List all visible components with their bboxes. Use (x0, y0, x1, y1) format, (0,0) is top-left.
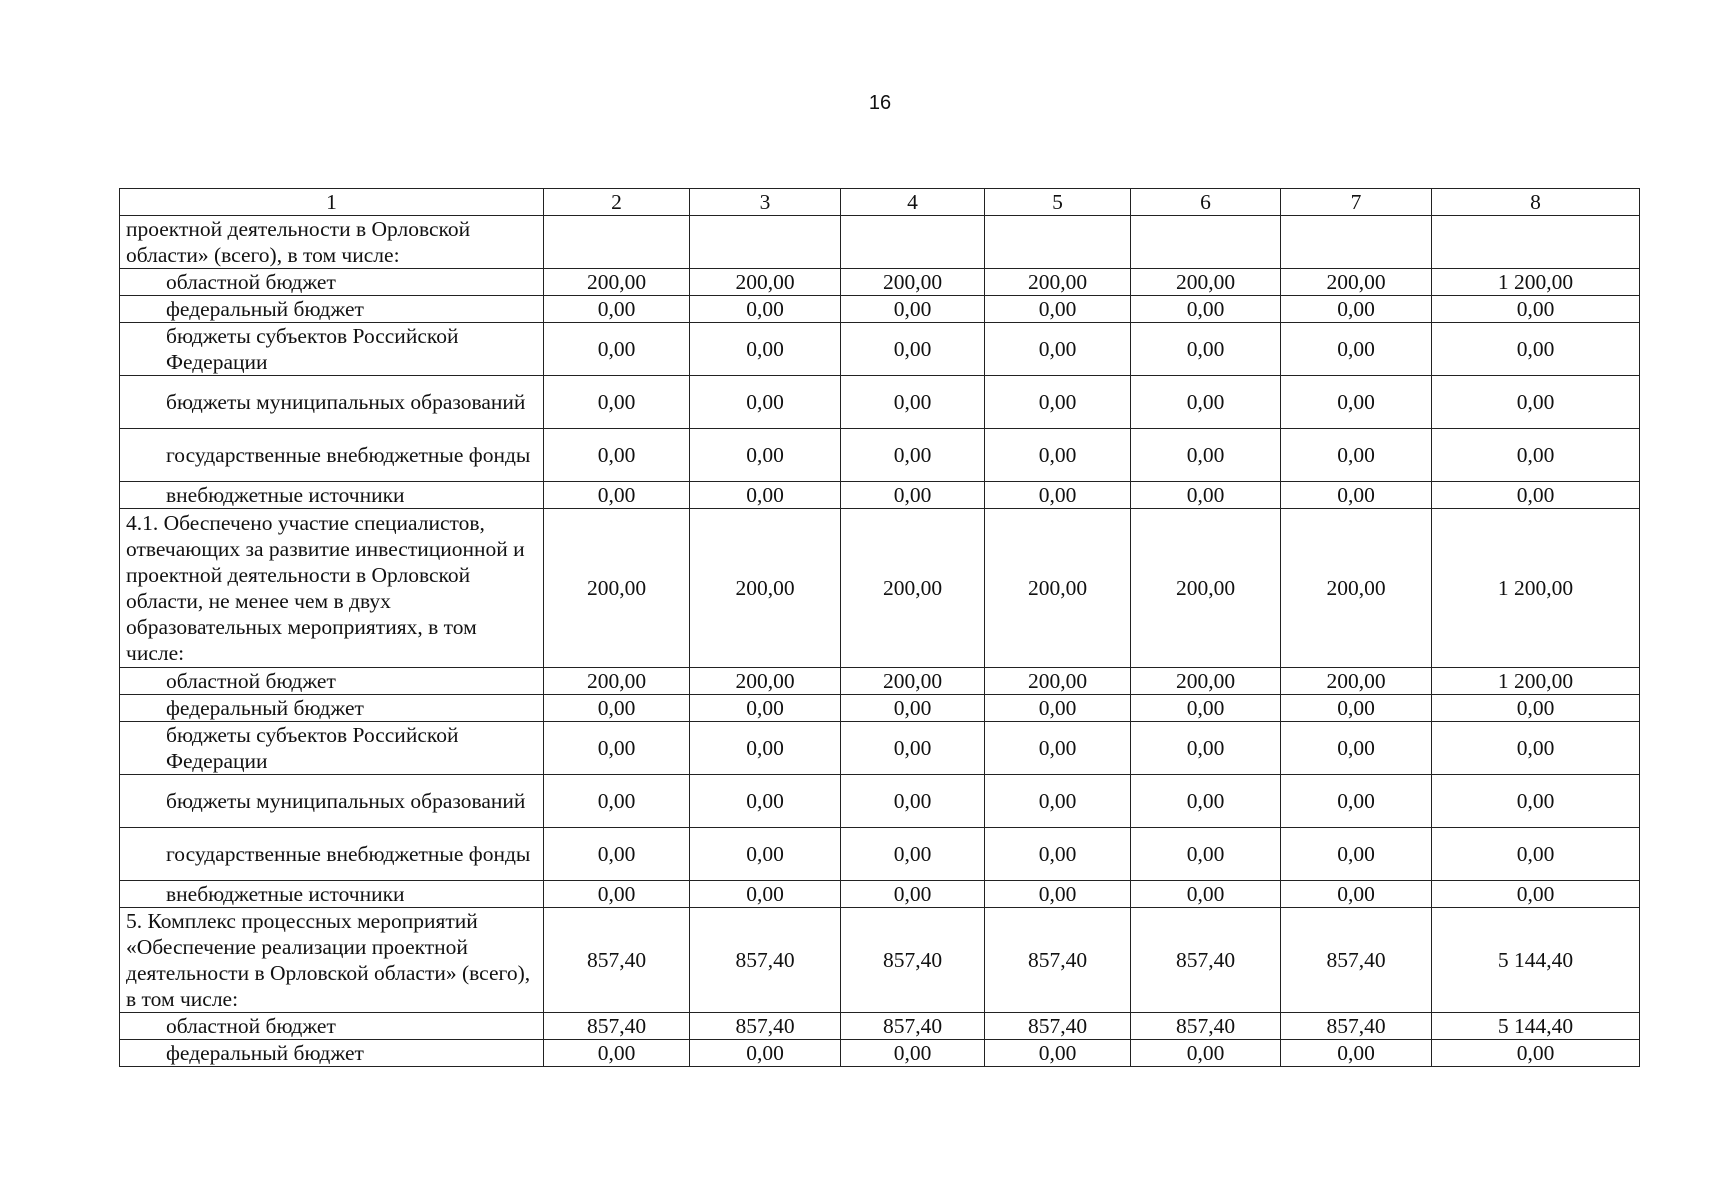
row-label: бюджеты муниципальных образований (120, 376, 544, 429)
row-label: 5. Комплекс процессных мероприятий «Обеспечение реализации проектной деятельности в Орловской области» (всего), в том числе: (120, 908, 544, 1013)
table-row (120, 695, 1640, 722)
value-cell: 857,40 (841, 1013, 985, 1040)
value-cell: 0,00 (1281, 828, 1432, 881)
value-cell: 200,00 (690, 668, 841, 695)
value-cell: 0,00 (1131, 1040, 1281, 1067)
value-cell: 857,40 (544, 908, 690, 1013)
value-cell: 0,00 (1432, 296, 1640, 323)
value-cell: 0,00 (1281, 881, 1432, 908)
value-cell: 857,40 (985, 908, 1131, 1013)
value-cell: 0,00 (1432, 323, 1640, 376)
value-cell: 200,00 (1131, 509, 1281, 668)
value-cell: 0,00 (690, 695, 841, 722)
value-cell: 0,00 (1432, 881, 1640, 908)
value-cell: 200,00 (544, 509, 690, 668)
value-cell: 0,00 (1131, 881, 1281, 908)
value-cell: 0,00 (841, 296, 985, 323)
value-cell: 0,00 (841, 376, 985, 429)
value-cell: 0,00 (1432, 722, 1640, 775)
row-label: проектной деятельности в Орловской области» (всего), в том числе: (120, 216, 544, 269)
table-row (120, 1013, 1640, 1040)
value-cell: 0,00 (985, 722, 1131, 775)
value-cell: 200,00 (1281, 668, 1432, 695)
value-cell (690, 216, 841, 269)
value-cell: 200,00 (841, 269, 985, 296)
value-cell: 857,40 (841, 908, 985, 1013)
value-cell: 857,40 (1131, 908, 1281, 1013)
value-cell: 0,00 (690, 722, 841, 775)
value-cell: 857,40 (544, 1013, 690, 1040)
value-cell: 857,40 (1281, 908, 1432, 1013)
value-cell: 0,00 (1281, 1040, 1432, 1067)
value-cell: 0,00 (1432, 376, 1640, 429)
value-cell: 200,00 (1281, 269, 1432, 296)
value-cell: 0,00 (1131, 775, 1281, 828)
value-cell: 0,00 (690, 376, 841, 429)
value-cell: 200,00 (1131, 269, 1281, 296)
value-cell (544, 216, 690, 269)
header-cell: 1 (120, 189, 544, 216)
value-cell: 857,40 (690, 908, 841, 1013)
value-cell: 200,00 (841, 668, 985, 695)
table-row (120, 323, 1640, 376)
value-cell: 0,00 (1131, 695, 1281, 722)
value-cell: 200,00 (841, 509, 985, 668)
value-cell: 0,00 (544, 429, 690, 482)
row-label: внебюджетные источники (120, 881, 544, 908)
value-cell: 0,00 (1131, 376, 1281, 429)
value-cell: 0,00 (985, 881, 1131, 908)
header-cell: 6 (1131, 189, 1281, 216)
header-cell: 3 (690, 189, 841, 216)
value-cell: 0,00 (1432, 482, 1640, 509)
value-cell: 0,00 (985, 296, 1131, 323)
value-cell: 0,00 (985, 429, 1131, 482)
value-cell: 0,00 (1131, 323, 1281, 376)
value-cell: 200,00 (544, 668, 690, 695)
page-number: 16 (868, 92, 892, 114)
value-cell: 200,00 (690, 269, 841, 296)
table-row (120, 296, 1640, 323)
value-cell: 0,00 (690, 323, 841, 376)
value-cell: 0,00 (1432, 828, 1640, 881)
table-header-row (120, 189, 1640, 216)
row-label: бюджеты субъектов Российской Федерации (120, 722, 544, 775)
value-cell: 200,00 (544, 269, 690, 296)
value-cell: 200,00 (985, 668, 1131, 695)
value-cell: 0,00 (690, 1040, 841, 1067)
table-row (120, 269, 1640, 296)
value-cell (985, 216, 1131, 269)
value-cell: 0,00 (690, 828, 841, 881)
header-cell: 8 (1432, 189, 1640, 216)
row-label: областной бюджет (120, 668, 544, 695)
row-label: 4.1. Обеспечено участие специалистов, отвечающих за развитие инвестиционной и проектной деятельности в Орловской области, не менее чем в двух образовательных мероприятиях, в том числе: (120, 509, 544, 668)
value-cell: 0,00 (1131, 828, 1281, 881)
table-row (120, 908, 1640, 1013)
value-cell: 0,00 (544, 296, 690, 323)
value-cell (841, 216, 985, 269)
table-row (120, 881, 1640, 908)
row-label: федеральный бюджет (120, 695, 544, 722)
value-cell: 200,00 (1281, 509, 1432, 668)
value-cell: 0,00 (690, 775, 841, 828)
table-row (120, 216, 1640, 269)
value-cell: 0,00 (1131, 722, 1281, 775)
row-label: государственные внебюджетные фонды (120, 828, 544, 881)
value-cell: 0,00 (1131, 296, 1281, 323)
value-cell: 0,00 (544, 376, 690, 429)
value-cell: 0,00 (1281, 296, 1432, 323)
value-cell: 5 144,40 (1432, 1013, 1640, 1040)
value-cell: 857,40 (1131, 1013, 1281, 1040)
value-cell: 200,00 (690, 509, 841, 668)
value-cell: 0,00 (841, 695, 985, 722)
value-cell: 0,00 (1281, 376, 1432, 429)
value-cell: 0,00 (690, 296, 841, 323)
value-cell: 1 200,00 (1432, 269, 1640, 296)
value-cell: 1 200,00 (1432, 509, 1640, 668)
value-cell: 0,00 (1432, 695, 1640, 722)
table-row (120, 376, 1640, 429)
value-cell: 200,00 (985, 509, 1131, 668)
value-cell: 0,00 (841, 881, 985, 908)
value-cell: 0,00 (544, 828, 690, 881)
value-cell: 0,00 (690, 881, 841, 908)
row-label: областной бюджет (120, 269, 544, 296)
value-cell: 0,00 (1281, 722, 1432, 775)
value-cell: 0,00 (690, 482, 841, 509)
value-cell (1432, 216, 1640, 269)
value-cell: 0,00 (841, 323, 985, 376)
value-cell: 0,00 (985, 1040, 1131, 1067)
value-cell: 5 144,40 (1432, 908, 1640, 1013)
value-cell: 0,00 (985, 482, 1131, 509)
header-cell: 5 (985, 189, 1131, 216)
budget-table (119, 188, 1640, 1067)
table-row (120, 1040, 1640, 1067)
value-cell: 0,00 (544, 722, 690, 775)
value-cell: 0,00 (841, 722, 985, 775)
value-cell: 0,00 (544, 1040, 690, 1067)
table-row (120, 668, 1640, 695)
table-row (120, 429, 1640, 482)
value-cell: 0,00 (544, 482, 690, 509)
value-cell (1281, 216, 1432, 269)
row-label: государственные внебюджетные фонды (120, 429, 544, 482)
value-cell: 0,00 (985, 775, 1131, 828)
value-cell: 0,00 (544, 775, 690, 828)
value-cell: 0,00 (841, 775, 985, 828)
value-cell: 0,00 (985, 376, 1131, 429)
value-cell: 0,00 (1281, 695, 1432, 722)
value-cell: 0,00 (1131, 429, 1281, 482)
table-row (120, 482, 1640, 509)
value-cell: 0,00 (544, 881, 690, 908)
value-cell: 857,40 (690, 1013, 841, 1040)
value-cell: 200,00 (985, 269, 1131, 296)
table-row (120, 722, 1640, 775)
value-cell: 0,00 (985, 323, 1131, 376)
value-cell: 0,00 (690, 429, 841, 482)
value-cell: 0,00 (985, 828, 1131, 881)
header-cell: 4 (841, 189, 985, 216)
table-row (120, 509, 1640, 668)
value-cell: 0,00 (841, 828, 985, 881)
row-label: областной бюджет (120, 1013, 544, 1040)
value-cell: 0,00 (985, 695, 1131, 722)
value-cell: 0,00 (1432, 429, 1640, 482)
value-cell: 0,00 (544, 695, 690, 722)
header-cell: 2 (544, 189, 690, 216)
value-cell: 0,00 (1281, 323, 1432, 376)
value-cell: 857,40 (1281, 1013, 1432, 1040)
row-label: бюджеты субъектов Российской Федерации (120, 323, 544, 376)
value-cell: 0,00 (1281, 482, 1432, 509)
value-cell: 0,00 (544, 323, 690, 376)
row-label: федеральный бюджет (120, 296, 544, 323)
row-label: федеральный бюджет (120, 1040, 544, 1067)
value-cell: 0,00 (1432, 775, 1640, 828)
row-label: внебюджетные источники (120, 482, 544, 509)
value-cell: 1 200,00 (1432, 668, 1640, 695)
table-row (120, 828, 1640, 881)
value-cell: 0,00 (1131, 482, 1281, 509)
value-cell: 0,00 (1432, 1040, 1640, 1067)
value-cell: 0,00 (841, 429, 985, 482)
header-cell: 7 (1281, 189, 1432, 216)
table-row (120, 775, 1640, 828)
value-cell: 0,00 (1281, 429, 1432, 482)
value-cell: 0,00 (841, 482, 985, 509)
value-cell: 0,00 (1281, 775, 1432, 828)
row-label: бюджеты муниципальных образований (120, 775, 544, 828)
value-cell: 857,40 (985, 1013, 1131, 1040)
value-cell (1131, 216, 1281, 269)
value-cell: 0,00 (841, 1040, 985, 1067)
value-cell: 200,00 (1131, 668, 1281, 695)
